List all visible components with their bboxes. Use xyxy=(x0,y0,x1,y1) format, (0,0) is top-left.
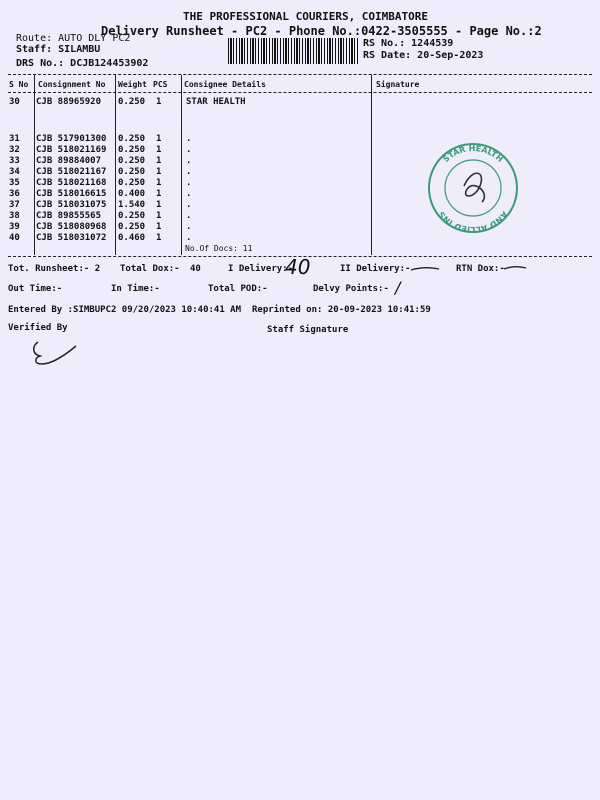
stamp-text-top: STAR HEALTH xyxy=(441,143,505,164)
cell-weight: 1.540 xyxy=(118,200,146,210)
cell-details: . xyxy=(186,134,192,144)
header-pcs: PCS xyxy=(153,80,168,89)
cell-consignment: CJB 89855565 xyxy=(36,211,102,221)
cell-sno: 31 xyxy=(9,134,20,144)
verified-by-label: Verified By xyxy=(8,323,68,333)
cell-weight: 0.460 xyxy=(118,233,146,243)
total-pod-label: Total POD:- xyxy=(208,284,268,294)
cell-details: . xyxy=(186,211,192,221)
table-row xyxy=(8,233,592,243)
cell-sno: 32 xyxy=(9,145,20,155)
out-time-label: Out Time:- xyxy=(8,284,63,294)
in-time-label: In Time:- xyxy=(111,284,160,294)
verifier-signature xyxy=(28,336,80,368)
cell-pcs: 1 xyxy=(156,145,162,155)
cell-weight: 0.250 xyxy=(118,211,146,221)
cell-details: . xyxy=(186,189,192,199)
cell-consignment: CJB 518021169 xyxy=(36,145,107,155)
cell-details: . xyxy=(186,156,192,166)
handwritten-dash xyxy=(503,265,527,271)
cell-consignment: CJB 518021168 xyxy=(36,178,107,188)
cell-weight: 0.250 xyxy=(118,167,146,177)
table-header-rule xyxy=(8,92,592,93)
cell-pcs: 1 xyxy=(156,222,162,232)
cell-pcs: 1 xyxy=(156,233,162,243)
barcode xyxy=(228,38,358,64)
cell-weight: 0.250 xyxy=(118,97,146,107)
cell-weight: 0.250 xyxy=(118,134,146,144)
i-delivery-handwritten: 40 xyxy=(285,255,311,279)
entered-by: Entered By :SIMBUPC2 09/20/2023 10:40:41 AM xyxy=(8,305,241,315)
cell-consignment: CJB 517901300 xyxy=(36,134,107,144)
rs-date: RS Date: 20-Sep-2023 xyxy=(363,50,484,61)
cell-sno: 34 xyxy=(9,167,20,177)
cell-sno: 30 xyxy=(9,97,20,107)
cell-consignment: CJB 89884007 xyxy=(36,156,102,166)
reprinted-on: Reprinted on: 20-09-2023 10:41:59 xyxy=(252,305,431,315)
cell-consignment: CJB 518016615 xyxy=(36,189,107,199)
i-delivery-label: I Delivery:- xyxy=(228,264,294,274)
cell-pcs: 1 xyxy=(156,189,162,199)
cell-details: STAR HEALTH xyxy=(186,97,246,107)
cell-sno: 36 xyxy=(9,189,20,199)
header-sno: S No xyxy=(9,80,29,89)
cell-details: . xyxy=(186,233,192,243)
cell-consignment: CJB 518021167 xyxy=(36,167,107,177)
cell-pcs: 1 xyxy=(156,134,162,144)
cell-pcs: 1 xyxy=(156,97,162,107)
cell-sno: 37 xyxy=(9,200,20,210)
cell-consignment: CJB 518031075 xyxy=(36,200,107,210)
cell-weight: 0.250 xyxy=(118,156,146,166)
company-name: THE PROFESSIONAL COURIERS, COIMBATORE xyxy=(183,10,429,23)
delvy-points-label: Delvy Points:- xyxy=(313,284,389,294)
header-consignee: Consignee Details xyxy=(184,80,266,89)
cell-consignment: CJB 518080968 xyxy=(36,222,107,232)
cell-details: . xyxy=(186,178,192,188)
handwritten-dash xyxy=(410,266,440,272)
header-weight: Weight xyxy=(118,80,147,89)
staff-label: Staff: SILAMBU xyxy=(16,44,101,55)
cell-weight: 0.250 xyxy=(118,145,146,155)
cell-consignment: CJB 518031072 xyxy=(36,233,107,243)
cell-weight: 0.250 xyxy=(118,222,146,232)
svg-text:AND ALLIED INS xyxy=(437,209,510,234)
cell-pcs: 1 xyxy=(156,167,162,177)
cell-sno: 33 xyxy=(9,156,20,166)
company-stamp xyxy=(424,138,522,234)
cell-sno: 40 xyxy=(9,233,20,243)
cell-pcs: 1 xyxy=(156,211,162,221)
header-consignment: Consignment No xyxy=(38,80,106,89)
total-dox-value: 40 xyxy=(190,264,201,274)
cell-sno: 35 xyxy=(9,178,20,188)
cell-consignment: CJB 88965920 xyxy=(36,97,102,107)
drs-number: DRS No.: DCJB124453902 xyxy=(16,58,149,69)
route-label: Route: AUTO DLY PC2 xyxy=(16,33,131,44)
cell-pcs: 1 xyxy=(156,178,162,188)
no-of-docs: No.Of Docs: 11 xyxy=(185,244,253,253)
cell-details: . xyxy=(186,200,192,210)
cell-sno: 39 xyxy=(9,222,20,232)
svg-text:STAR HEALTH xyxy=(441,144,504,164)
cell-weight: 0.400 xyxy=(118,189,146,199)
table-top-rule xyxy=(8,74,592,75)
cell-details: . xyxy=(186,145,192,155)
page-title: Delivery Runsheet - PC2 - Phone No.:0422-3505555 - Page No.:2 xyxy=(101,24,542,38)
cell-weight: 0.250 xyxy=(118,178,146,188)
rtn-dox-label: RTN Dox:- xyxy=(456,264,505,274)
delvy-points-handwritten: / xyxy=(395,278,401,297)
rs-number: RS No.: 1244539 xyxy=(363,38,454,49)
ii-delivery-label: II Delivery:- xyxy=(340,264,411,274)
header-signature: Signature xyxy=(376,80,420,89)
cell-sno: 38 xyxy=(9,211,20,221)
stamp-text-bottom: AND ALLIED INS xyxy=(436,209,510,234)
cell-details: . xyxy=(186,222,192,232)
table-row xyxy=(8,97,592,107)
cell-pcs: 1 xyxy=(156,200,162,210)
handwritten-signature xyxy=(464,173,484,202)
staff-signature-label: Staff Signature xyxy=(267,325,349,335)
tot-runsheet: Tot. Runsheet:- 2 xyxy=(8,264,101,274)
total-dox-label: Total Dox:- xyxy=(120,264,180,274)
cell-pcs: 1 xyxy=(156,156,162,166)
cell-details: . xyxy=(186,167,192,177)
